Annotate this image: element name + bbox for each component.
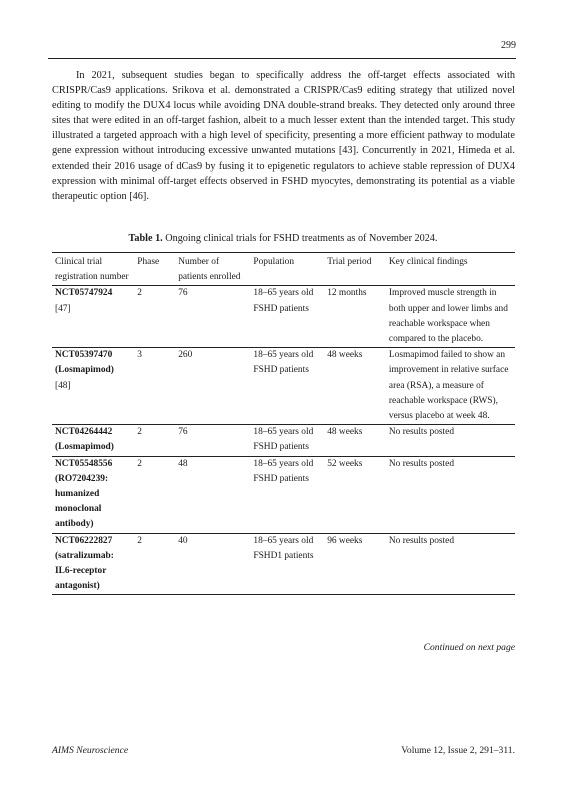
body-paragraph: In 2021, subsequent studies began to specifically address the off-target effects associated with CRISPR/Cas9 applications. Srikova et al. demonstrated a CRISPR/Cas9 editing strategy that utilized novel editing to modify the DUX4 locus while avoiding DNA double-strand breaks. They detected only around three sites that were edited in an off-target fashion, albeit to a much lesser extent than the intended target. This study illustrated a targeted approach with a high level of specificity, presenting a more efficient pathway to modulate gene expression without introducing excessive unwanted mutations [43]. Concurrently in 2021, Himeda et al. extended their 2016 usage of dCas9 by fusing it to epigenetic regulators to achieve stable repression of DUX4 expression with minimal off-target effects observed in FSHD myocytes, demonstrating its potential as a viable therapeutic option [46]. bbox=[52, 70, 515, 202]
header-trial-period: Trial period bbox=[324, 253, 386, 286]
table-row bbox=[52, 533, 515, 595]
table-row bbox=[52, 425, 515, 456]
page-number: 299 bbox=[501, 40, 516, 51]
cell-trial-id: NCT04264442 (Losmapimod) bbox=[52, 425, 134, 456]
cell-period: 52 weeks bbox=[324, 456, 386, 533]
footer-volume-info: Volume 12, Issue 2, 291–311. bbox=[401, 745, 515, 756]
table-header-row bbox=[52, 253, 515, 286]
cell-phase: 2 bbox=[134, 286, 175, 348]
cell-findings: Improved muscle strength in both upper and lower limbs and reachable workspace when compared to the placebo. bbox=[386, 286, 515, 348]
table-caption-label: Table 1. bbox=[128, 233, 163, 244]
cell-findings: No results posted bbox=[386, 456, 515, 533]
cell-findings: No results posted bbox=[386, 533, 515, 595]
header-population: Population bbox=[250, 253, 324, 286]
cell-findings: Losmapimod failed to show an improvement in relative surface area (RSA), a measure of reachable workspace (RWS), versus placebo at week 48. bbox=[386, 348, 515, 425]
cell-population: 18–65 years old FSHD1 patients bbox=[250, 533, 324, 595]
header-trial-number: Clinical trial registration number bbox=[52, 253, 134, 286]
cell-population: 18–65 years old FSHD patients bbox=[250, 348, 324, 425]
cell-phase: 2 bbox=[134, 425, 175, 456]
cell-period: 48 weeks bbox=[324, 425, 386, 456]
table-caption bbox=[0, 233, 566, 244]
cell-trial-id: NCT05397470 (Losmapimod) [48] bbox=[52, 348, 134, 425]
cell-enrolled: 48 bbox=[175, 456, 250, 533]
header-findings: Key clinical findings bbox=[386, 253, 515, 286]
table-caption-text: Ongoing clinical trials for FSHD treatments as of November 2024. bbox=[165, 233, 438, 244]
header-rule bbox=[48, 58, 516, 59]
cell-enrolled: 76 bbox=[175, 425, 250, 456]
cell-trial-id: NCT06222827 (satralizumab: IL6-receptor antagonist) bbox=[52, 533, 134, 595]
cell-population: 18–65 years old FSHD patients bbox=[250, 425, 324, 456]
cell-findings: No results posted bbox=[386, 425, 515, 456]
table-row bbox=[52, 456, 515, 533]
cell-population: 18–65 years old FSHD patients bbox=[250, 286, 324, 348]
cell-phase: 2 bbox=[134, 456, 175, 533]
cell-period: 12 months bbox=[324, 286, 386, 348]
cell-phase: 2 bbox=[134, 533, 175, 595]
table-row bbox=[52, 348, 515, 425]
continued-note: Continued on next page bbox=[423, 642, 515, 653]
cell-enrolled: 260 bbox=[175, 348, 250, 425]
cell-enrolled: 76 bbox=[175, 286, 250, 348]
footer-journal-name: AIMS Neuroscience bbox=[52, 745, 129, 756]
cell-enrolled: 40 bbox=[175, 533, 250, 595]
cell-trial-id: NCT05747924 [47] bbox=[52, 286, 134, 348]
cell-population: 18–65 years old FSHD patients bbox=[250, 456, 324, 533]
table-row bbox=[52, 286, 515, 348]
cell-trial-id: NCT05548556 (RO7204239: humanized monoclonal antibody) bbox=[52, 456, 134, 533]
cell-period: 48 weeks bbox=[324, 348, 386, 425]
clinical-trials-table bbox=[52, 252, 515, 595]
cell-phase: 3 bbox=[134, 348, 175, 425]
cell-period: 96 weeks bbox=[324, 533, 386, 595]
header-enrolled: Number of patients enrolled bbox=[175, 253, 250, 286]
header-phase: Phase bbox=[134, 253, 175, 286]
